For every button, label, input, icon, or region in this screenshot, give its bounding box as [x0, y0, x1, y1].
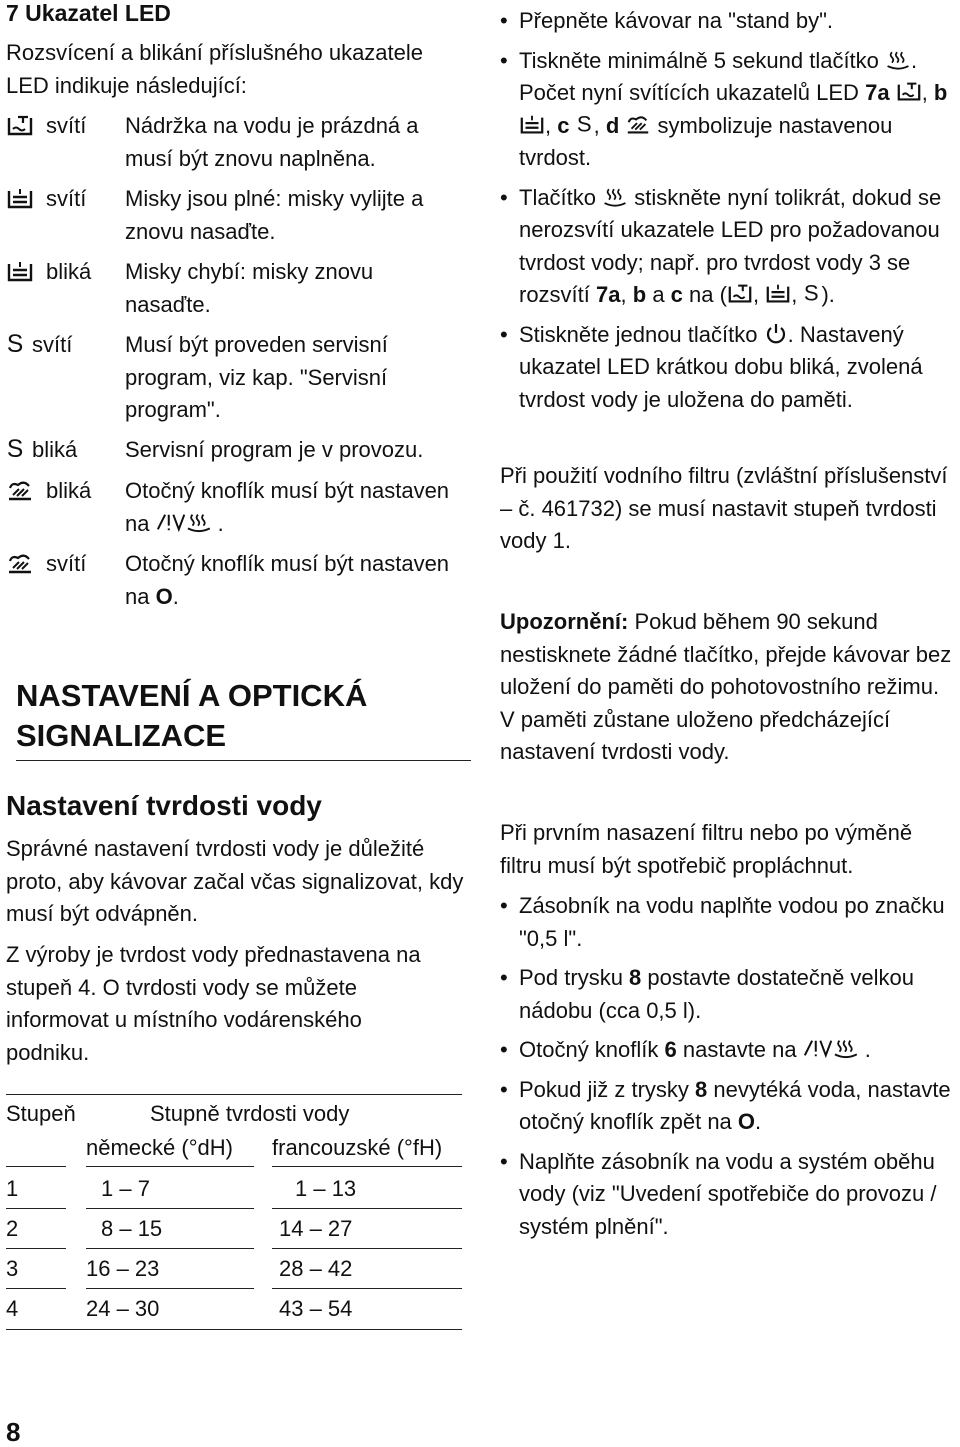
led-desc: Nádržka na vodu je prázdná a musí být znovu naplněna. [125, 113, 419, 171]
steam-button-icon [602, 186, 628, 208]
led-desc-end: . [172, 583, 179, 609]
power-icon [764, 321, 788, 345]
drip-tray-icon [6, 188, 34, 210]
intro-text: Rozsvícení a blikání příslušného ukazatele LED indikuje následující: [6, 40, 424, 98]
water-tank-icon [727, 283, 753, 305]
led-desc [125, 475, 460, 540]
table-cell: 1 [6, 1176, 19, 1201]
flush-steps-list [500, 890, 955, 1243]
water-tank-icon [6, 115, 34, 137]
paragraph-hardness: Správné nastavení tvrdosti vody je důležité proto, aby kávovar začal včas signalizovat, kdy musí být odvápněn. [6, 836, 464, 926]
steam-setting-icon [803, 1036, 865, 1060]
list-item: • Tlačítko stiskněte nyní tolikrát, dokud se nerozsvítí ukazatele LED pro požadovanou tvrdost vody; např. pro tvrdost vody 3 se rozsvítí 7a, b a c na ( , , ). [500, 182, 955, 312]
led-desc: Servisní program je v provozu. [125, 437, 424, 462]
led-state: bliká [32, 437, 78, 462]
service-s-icon [576, 112, 594, 136]
list-item: • Stiskněte jednou tlačítko . Nastavený ukazatel LED krátkou dobu bliká, zvolená tvrdost vody je uložena do paměti. [500, 319, 955, 417]
page-number: 8 [6, 1417, 21, 1447]
table-rule [6, 1329, 462, 1330]
led-desc-text: Otočný knoflík musí být nastaven na [125, 551, 450, 609]
led-state: bliká [46, 259, 92, 284]
note-paragraph: Upozornění: Pokud během 90 sekund nestisknete žádné tlačítko, přejde kávovar bez uložení do paměti do pohotovostního režimu. V paměti zůstane uloženo předcházející nastavení tvrdosti vody. [500, 609, 952, 764]
water-tank-icon [896, 81, 922, 103]
table-cell: 16 – 23 [86, 1256, 160, 1281]
paragraph-factory: Z výroby je tvrdost vody přednastavena na stupeň 4. O tvrdosti vody se můžete informovat u místního vodárenského podniku. [6, 942, 421, 1065]
table-cell: 3 [6, 1256, 19, 1281]
off-position-label: O [155, 583, 173, 609]
led-desc: Misky jsou plné: misky vylijte a znovu nasaďte. [125, 186, 424, 244]
main-heading: NASTAVENÍ A OPTICKÁ SIGNALIZACE [16, 676, 471, 761]
led-state: svítí [46, 113, 87, 138]
led-desc-text: Otočný knoflík musí být nastaven na [125, 478, 450, 536]
table-cell: 2 [6, 1216, 19, 1241]
table-cell: 1 – 7 [101, 1176, 150, 1201]
steam-button-icon [885, 49, 911, 71]
steam-setting-icon [156, 510, 218, 534]
table-header-dh: německé (°dH) [86, 1135, 233, 1160]
table-cell: 1 – 13 [295, 1176, 357, 1201]
list-item: • Pokud již z trysky 8 nevytéká voda, nastavte otočný knoflík zpět na O. [500, 1074, 955, 1139]
table-cell: 24 – 30 [86, 1296, 160, 1321]
table-cell: 43 – 54 [279, 1296, 353, 1321]
note-label: Upozornění: [500, 609, 629, 634]
list-item: • Pod trysku 8 postavte dostatečně velkou nádobu (cca 0,5 l). [500, 962, 955, 1027]
service-s-icon [803, 281, 821, 305]
sub-heading: Nastavení tvrdosti vody [6, 790, 322, 821]
table-header-fh: francouzské (°fH) [272, 1135, 443, 1160]
list-item: • Tiskněte minimálně 5 sekund tlačítko . Počet nyní svítících ukazatelů LED 7a , b , c , d symbolizuje nastavenou tvrdost. [500, 45, 955, 175]
list-item: • Naplňte zásobník na vodu a systém oběhu vody (viz "Uvedení spotřebiče do provozu / systém plnění". [500, 1146, 955, 1244]
service-s-icon [6, 437, 26, 461]
table-cell: 28 – 42 [279, 1256, 353, 1281]
section-title: 7 Ukazatel LED [6, 0, 171, 26]
table-rule [6, 1094, 462, 1095]
hardness-steps-list [500, 5, 955, 416]
led-desc [125, 548, 460, 613]
list-item: • Otočný knoflík 6 nastavte na . [500, 1034, 955, 1067]
led-desc: Musí být proveden servisní program, viz kap. "Servisní program". [125, 332, 388, 422]
led-desc-end: . [217, 510, 224, 536]
drip-tray-icon [765, 283, 791, 305]
descale-icon [6, 553, 34, 575]
led-state: svítí [46, 551, 87, 576]
drip-tray-icon [519, 114, 545, 136]
descale-icon [6, 480, 34, 502]
descale-icon [625, 114, 651, 136]
paragraph-first-use: Při prvním nasazení filtru nebo po výměně filtru musí být spotřebič propláchnut. [500, 820, 913, 878]
table-cell: 8 – 15 [101, 1216, 163, 1241]
led-desc: Misky chybí: misky znovu nasaďte. [125, 259, 374, 317]
list-item: • Přepněte kávovar na "stand by". [500, 5, 955, 38]
led-state: svítí [46, 186, 87, 211]
list-item: • Zásobník na vodu naplňte vodou po značku "0,5 l". [500, 890, 955, 955]
table-header-stupen: Stupeň [6, 1101, 76, 1126]
table-cell: 14 – 27 [279, 1216, 353, 1241]
table-cell: 4 [6, 1296, 19, 1321]
service-s-icon [6, 332, 26, 356]
paragraph-filter: Při použití vodního filtru (zvláštní příslušenství – č. 461732) se musí nastavit stupeň tvrdosti vody 1. [500, 463, 948, 553]
table-header-tvrdost: Stupně tvrdosti vody [150, 1101, 350, 1126]
led-state: svítí [32, 332, 73, 357]
drip-tray-icon [6, 261, 34, 283]
led-state: bliká [46, 478, 92, 503]
